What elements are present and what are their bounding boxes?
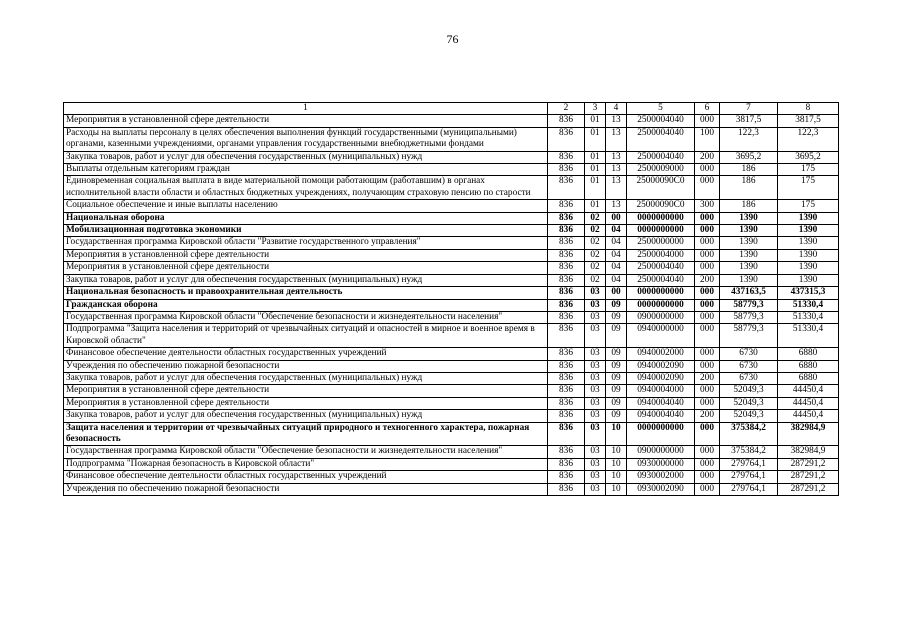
- expense-type-cell: 000: [695, 422, 720, 446]
- sum-year1-cell: 52049,3: [720, 385, 778, 397]
- row-name-cell: Финансовое обеспечение деятельности областных государственных учреждений: [64, 471, 548, 483]
- subsection-cell: 09: [606, 299, 627, 311]
- subsection-cell: 09: [606, 360, 627, 372]
- row-name-cell: Закупка товаров, работ и услуг для обеспечения государственных (муниципальных) нужд: [64, 274, 548, 286]
- admin-code-cell: 836: [548, 115, 585, 127]
- sum-year2-cell: 44450,4: [778, 397, 839, 409]
- expense-type-cell: 000: [695, 287, 720, 299]
- expense-type-cell: 000: [695, 249, 720, 261]
- table-body: [64, 115, 839, 496]
- section-cell: 03: [585, 410, 606, 422]
- table-row: [64, 446, 839, 458]
- row-name-cell: Мероприятия в установленной сфере деятельности: [64, 262, 548, 274]
- header-cell: 8: [778, 103, 839, 115]
- expense-type-cell: 000: [695, 299, 720, 311]
- expense-type-cell: 000: [695, 348, 720, 360]
- sum-year2-cell: 1390: [778, 249, 839, 261]
- subsection-cell: 00: [606, 287, 627, 299]
- section-cell: 03: [585, 360, 606, 372]
- expense-type-cell: 200: [695, 274, 720, 286]
- table-row: [64, 249, 839, 261]
- sum-year1-cell: 3817,5: [720, 115, 778, 127]
- target-article-cell: 25000090C0: [627, 176, 695, 200]
- row-name-cell: Подпрограмма "Пожарная безопасность в Кировской области": [64, 458, 548, 470]
- sum-year1-cell: 3695,2: [720, 151, 778, 163]
- subsection-cell: 04: [606, 237, 627, 249]
- section-cell: 03: [585, 458, 606, 470]
- subsection-cell: 10: [606, 483, 627, 495]
- sum-year2-cell: 437315,3: [778, 287, 839, 299]
- table-row: [64, 127, 839, 151]
- target-article-cell: 0940002090: [627, 372, 695, 384]
- expense-type-cell: 000: [695, 483, 720, 495]
- sum-year1-cell: 186: [720, 176, 778, 200]
- admin-code-cell: 836: [548, 262, 585, 274]
- subsection-cell: 13: [606, 115, 627, 127]
- row-name-cell: Закупка товаров, работ и услуг для обеспечения государственных (муниципальных) нужд: [64, 372, 548, 384]
- section-cell: 03: [585, 287, 606, 299]
- row-name-cell: Мероприятия в установленной сфере деятельности: [64, 397, 548, 409]
- sum-year1-cell: 6730: [720, 372, 778, 384]
- admin-code-cell: 836: [548, 225, 585, 237]
- sum-year1-cell: 6730: [720, 348, 778, 360]
- expense-type-cell: 000: [695, 115, 720, 127]
- sum-year2-cell: 287291,2: [778, 458, 839, 470]
- target-article-cell: 2500004040: [627, 151, 695, 163]
- expense-type-cell: 000: [695, 397, 720, 409]
- subsection-cell: 10: [606, 471, 627, 483]
- subsection-cell: 10: [606, 458, 627, 470]
- expense-type-cell: 000: [695, 360, 720, 372]
- row-name-cell: Мероприятия в установленной сфере деятельности: [64, 249, 548, 261]
- subsection-cell: 13: [606, 151, 627, 163]
- table-row: [64, 200, 839, 212]
- subsection-cell: 09: [606, 372, 627, 384]
- table-row: [64, 151, 839, 163]
- header-cell: 5: [627, 103, 695, 115]
- admin-code-cell: 836: [548, 237, 585, 249]
- admin-code-cell: 836: [548, 360, 585, 372]
- table-row: [64, 471, 839, 483]
- section-cell: 03: [585, 483, 606, 495]
- section-cell: 03: [585, 311, 606, 323]
- table-row: [64, 397, 839, 409]
- table-row: [64, 360, 839, 372]
- sum-year1-cell: 6730: [720, 360, 778, 372]
- section-cell: 03: [585, 324, 606, 348]
- expense-type-cell: 000: [695, 458, 720, 470]
- admin-code-cell: 836: [548, 287, 585, 299]
- section-cell: 02: [585, 225, 606, 237]
- table-row: [64, 483, 839, 495]
- admin-code-cell: 836: [548, 385, 585, 397]
- sum-year1-cell: 279764,1: [720, 483, 778, 495]
- section-cell: 01: [585, 115, 606, 127]
- sum-year1-cell: 1390: [720, 212, 778, 224]
- section-cell: 02: [585, 262, 606, 274]
- section-cell: 01: [585, 176, 606, 200]
- sum-year1-cell: 122,3: [720, 127, 778, 151]
- section-cell: 03: [585, 446, 606, 458]
- sum-year1-cell: 1390: [720, 249, 778, 261]
- subsection-cell: 09: [606, 324, 627, 348]
- section-cell: 03: [585, 348, 606, 360]
- section-cell: 01: [585, 164, 606, 176]
- admin-code-cell: 836: [548, 274, 585, 286]
- target-article-cell: 2500009000: [627, 164, 695, 176]
- subsection-cell: 04: [606, 274, 627, 286]
- target-article-cell: 25000090C0: [627, 200, 695, 212]
- admin-code-cell: 836: [548, 164, 585, 176]
- expense-type-cell: 000: [695, 471, 720, 483]
- target-article-cell: 0940002000: [627, 348, 695, 360]
- admin-code-cell: 836: [548, 422, 585, 446]
- sum-year1-cell: 279764,1: [720, 458, 778, 470]
- subsection-cell: 00: [606, 212, 627, 224]
- expense-type-cell: 000: [695, 324, 720, 348]
- sum-year2-cell: 382984,9: [778, 422, 839, 446]
- table-row: [64, 348, 839, 360]
- subsection-cell: 04: [606, 225, 627, 237]
- target-article-cell: 0940004000: [627, 385, 695, 397]
- expense-type-cell: 000: [695, 262, 720, 274]
- sum-year2-cell: 3817,5: [778, 115, 839, 127]
- target-article-cell: 0000000000: [627, 287, 695, 299]
- sum-year2-cell: 6880: [778, 372, 839, 384]
- target-article-cell: 0900000000: [627, 311, 695, 323]
- expense-type-cell: 000: [695, 446, 720, 458]
- sum-year1-cell: 186: [720, 164, 778, 176]
- header-cell: 1: [64, 103, 548, 115]
- section-cell: 02: [585, 212, 606, 224]
- sum-year2-cell: 51330,4: [778, 311, 839, 323]
- row-name-cell: Мобилизационная подготовка экономики: [64, 225, 548, 237]
- admin-code-cell: 836: [548, 471, 585, 483]
- sum-year1-cell: 1390: [720, 274, 778, 286]
- expense-type-cell: 000: [695, 237, 720, 249]
- table-row: [64, 237, 839, 249]
- section-cell: 03: [585, 471, 606, 483]
- sum-year1-cell: 1390: [720, 262, 778, 274]
- subsection-cell: 09: [606, 311, 627, 323]
- sum-year1-cell: 375384,2: [720, 446, 778, 458]
- row-name-cell: Единовременная социальная выплата в виде материальной помощи работающим (работавшим) в органах исполнительной власти области и областных бюджетных учреждениях, получающим страховую пенсию по старости: [64, 176, 548, 200]
- table-row: [64, 164, 839, 176]
- target-article-cell: 0000000000: [627, 225, 695, 237]
- target-article-cell: 0900000000: [627, 446, 695, 458]
- subsection-cell: 09: [606, 410, 627, 422]
- target-article-cell: 0940000000: [627, 324, 695, 348]
- admin-code-cell: 836: [548, 348, 585, 360]
- subsection-cell: 10: [606, 446, 627, 458]
- admin-code-cell: 836: [548, 176, 585, 200]
- table-row: [64, 274, 839, 286]
- target-article-cell: 0000000000: [627, 212, 695, 224]
- sum-year2-cell: 44450,4: [778, 385, 839, 397]
- target-article-cell: 0940004040: [627, 397, 695, 409]
- header-cell: 4: [606, 103, 627, 115]
- table-row: [64, 372, 839, 384]
- row-name-cell: Защита населения и территории от чрезвычайных ситуаций природного и техногенного характера, пожарная безопасность: [64, 422, 548, 446]
- table-row: [64, 385, 839, 397]
- sum-year2-cell: 1390: [778, 262, 839, 274]
- sum-year2-cell: 175: [778, 176, 839, 200]
- header-cell: 2: [548, 103, 585, 115]
- expense-type-cell: 000: [695, 225, 720, 237]
- row-name-cell: Государственная программа Кировской области "Развитие государственного управления": [64, 237, 548, 249]
- admin-code-cell: 836: [548, 372, 585, 384]
- admin-code-cell: 836: [548, 200, 585, 212]
- sum-year2-cell: 382984,9: [778, 446, 839, 458]
- table-row: [64, 299, 839, 311]
- row-name-cell: Государственная программа Кировской области "Обеспечение безопасности и жизнедеятельности населения": [64, 446, 548, 458]
- expense-type-cell: 100: [695, 127, 720, 151]
- sum-year1-cell: 1390: [720, 225, 778, 237]
- row-name-cell: Гражданская оборона: [64, 299, 548, 311]
- sum-year2-cell: 287291,2: [778, 471, 839, 483]
- section-cell: 01: [585, 200, 606, 212]
- target-article-cell: 2500004040: [627, 262, 695, 274]
- expense-type-cell: 200: [695, 151, 720, 163]
- admin-code-cell: 836: [548, 212, 585, 224]
- sum-year1-cell: 186: [720, 200, 778, 212]
- sum-year1-cell: 52049,3: [720, 410, 778, 422]
- subsection-cell: 09: [606, 348, 627, 360]
- sum-year2-cell: 51330,4: [778, 299, 839, 311]
- admin-code-cell: 836: [548, 151, 585, 163]
- target-article-cell: 0940002090: [627, 360, 695, 372]
- sum-year2-cell: 6880: [778, 360, 839, 372]
- table-row: [64, 287, 839, 299]
- table-row: [64, 422, 839, 446]
- sum-year2-cell: 175: [778, 164, 839, 176]
- sum-year2-cell: 1390: [778, 212, 839, 224]
- sum-year2-cell: 1390: [778, 225, 839, 237]
- sum-year2-cell: 122,3: [778, 127, 839, 151]
- admin-code-cell: 836: [548, 249, 585, 261]
- row-name-cell: Выплаты отдельным категориям граждан: [64, 164, 548, 176]
- sum-year2-cell: 1390: [778, 274, 839, 286]
- expense-type-cell: 300: [695, 200, 720, 212]
- sum-year1-cell: 279764,1: [720, 471, 778, 483]
- row-name-cell: Финансовое обеспечение деятельности областных государственных учреждений: [64, 348, 548, 360]
- admin-code-cell: 836: [548, 299, 585, 311]
- target-article-cell: 2500000000: [627, 237, 695, 249]
- row-name-cell: Учреждения по обеспечению пожарной безопасности: [64, 483, 548, 495]
- subsection-cell: 13: [606, 164, 627, 176]
- admin-code-cell: 836: [548, 483, 585, 495]
- target-article-cell: 2500004040: [627, 127, 695, 151]
- table-row: [64, 225, 839, 237]
- row-name-cell: Социальное обеспечение и иные выплаты населению: [64, 200, 548, 212]
- table-row: [64, 212, 839, 224]
- sum-year2-cell: 3695,2: [778, 151, 839, 163]
- subsection-cell: 04: [606, 262, 627, 274]
- expense-type-cell: 200: [695, 372, 720, 384]
- target-article-cell: 0000000000: [627, 422, 695, 446]
- row-name-cell: Подпрограмма "Защита населения и территорий от чрезвычайных ситуаций и опасностей в мирное и военное время в Кировской области": [64, 324, 548, 348]
- admin-code-cell: 836: [548, 127, 585, 151]
- target-article-cell: 0930002000: [627, 471, 695, 483]
- admin-code-cell: 836: [548, 324, 585, 348]
- section-cell: 01: [585, 127, 606, 151]
- table-row: [64, 410, 839, 422]
- admin-code-cell: 836: [548, 311, 585, 323]
- subsection-cell: 13: [606, 127, 627, 151]
- budget-table: [63, 102, 839, 496]
- header-cell: 3: [585, 103, 606, 115]
- header-cell: 7: [720, 103, 778, 115]
- header-row: [64, 103, 839, 115]
- table-row: [64, 311, 839, 323]
- admin-code-cell: 836: [548, 397, 585, 409]
- subsection-cell: 13: [606, 200, 627, 212]
- sum-year2-cell: 287291,2: [778, 483, 839, 495]
- sum-year2-cell: 1390: [778, 237, 839, 249]
- expense-type-cell: 000: [695, 164, 720, 176]
- section-cell: 02: [585, 237, 606, 249]
- target-article-cell: 2500004040: [627, 274, 695, 286]
- sum-year1-cell: 437163,5: [720, 287, 778, 299]
- section-cell: 03: [585, 299, 606, 311]
- sum-year1-cell: 375384,2: [720, 422, 778, 446]
- subsection-cell: 10: [606, 422, 627, 446]
- target-article-cell: 0940004040: [627, 410, 695, 422]
- table-row: [64, 324, 839, 348]
- sum-year1-cell: 58779,3: [720, 311, 778, 323]
- sum-year2-cell: 175: [778, 200, 839, 212]
- sum-year2-cell: 6880: [778, 348, 839, 360]
- target-article-cell: 0930000000: [627, 458, 695, 470]
- sum-year1-cell: 1390: [720, 237, 778, 249]
- section-cell: 03: [585, 385, 606, 397]
- sum-year1-cell: 52049,3: [720, 397, 778, 409]
- expense-type-cell: 000: [695, 385, 720, 397]
- target-article-cell: 0000000000: [627, 299, 695, 311]
- subsection-cell: 09: [606, 397, 627, 409]
- section-cell: 01: [585, 151, 606, 163]
- row-name-cell: Национальная безопасность и правоохранительная деятельность: [64, 287, 548, 299]
- section-cell: 02: [585, 274, 606, 286]
- sum-year1-cell: 58779,3: [720, 299, 778, 311]
- table-row: [64, 458, 839, 470]
- subsection-cell: 09: [606, 385, 627, 397]
- expense-type-cell: 000: [695, 311, 720, 323]
- row-name-cell: Мероприятия в установленной сфере деятельности: [64, 115, 548, 127]
- section-cell: 02: [585, 249, 606, 261]
- row-name-cell: Мероприятия в установленной сфере деятельности: [64, 385, 548, 397]
- target-article-cell: 2500004000: [627, 249, 695, 261]
- row-name-cell: Государственная программа Кировской области "Обеспечение безопасности и жизнедеятельности населения": [64, 311, 548, 323]
- sum-year1-cell: 58779,3: [720, 324, 778, 348]
- section-cell: 03: [585, 422, 606, 446]
- page-number: 76: [446, 32, 459, 46]
- row-name-cell: Национальная оборона: [64, 212, 548, 224]
- expense-type-cell: 000: [695, 176, 720, 200]
- row-name-cell: Расходы на выплаты персоналу в целях обеспечения выполнения функций государственными (муниципальными) органами, казенными учреждениями, органами управления государственными внебюджетными фондами: [64, 127, 548, 151]
- table-row: [64, 115, 839, 127]
- subsection-cell: 04: [606, 249, 627, 261]
- admin-code-cell: 836: [548, 410, 585, 422]
- sum-year2-cell: 44450,4: [778, 410, 839, 422]
- table-row: [64, 176, 839, 200]
- header-cell: 6: [695, 103, 720, 115]
- section-cell: 03: [585, 372, 606, 384]
- row-name-cell: Закупка товаров, работ и услуг для обеспечения государственных (муниципальных) нужд: [64, 410, 548, 422]
- admin-code-cell: 836: [548, 446, 585, 458]
- section-cell: 03: [585, 397, 606, 409]
- subsection-cell: 13: [606, 176, 627, 200]
- expense-type-cell: 000: [695, 212, 720, 224]
- row-name-cell: Учреждения по обеспечению пожарной безопасности: [64, 360, 548, 372]
- target-article-cell: 2500004040: [627, 115, 695, 127]
- target-article-cell: 0930002090: [627, 483, 695, 495]
- sum-year2-cell: 51330,4: [778, 324, 839, 348]
- table-row: [64, 262, 839, 274]
- expense-type-cell: 200: [695, 410, 720, 422]
- row-name-cell: Закупка товаров, работ и услуг для обеспечения государственных (муниципальных) нужд: [64, 151, 548, 163]
- admin-code-cell: 836: [548, 458, 585, 470]
